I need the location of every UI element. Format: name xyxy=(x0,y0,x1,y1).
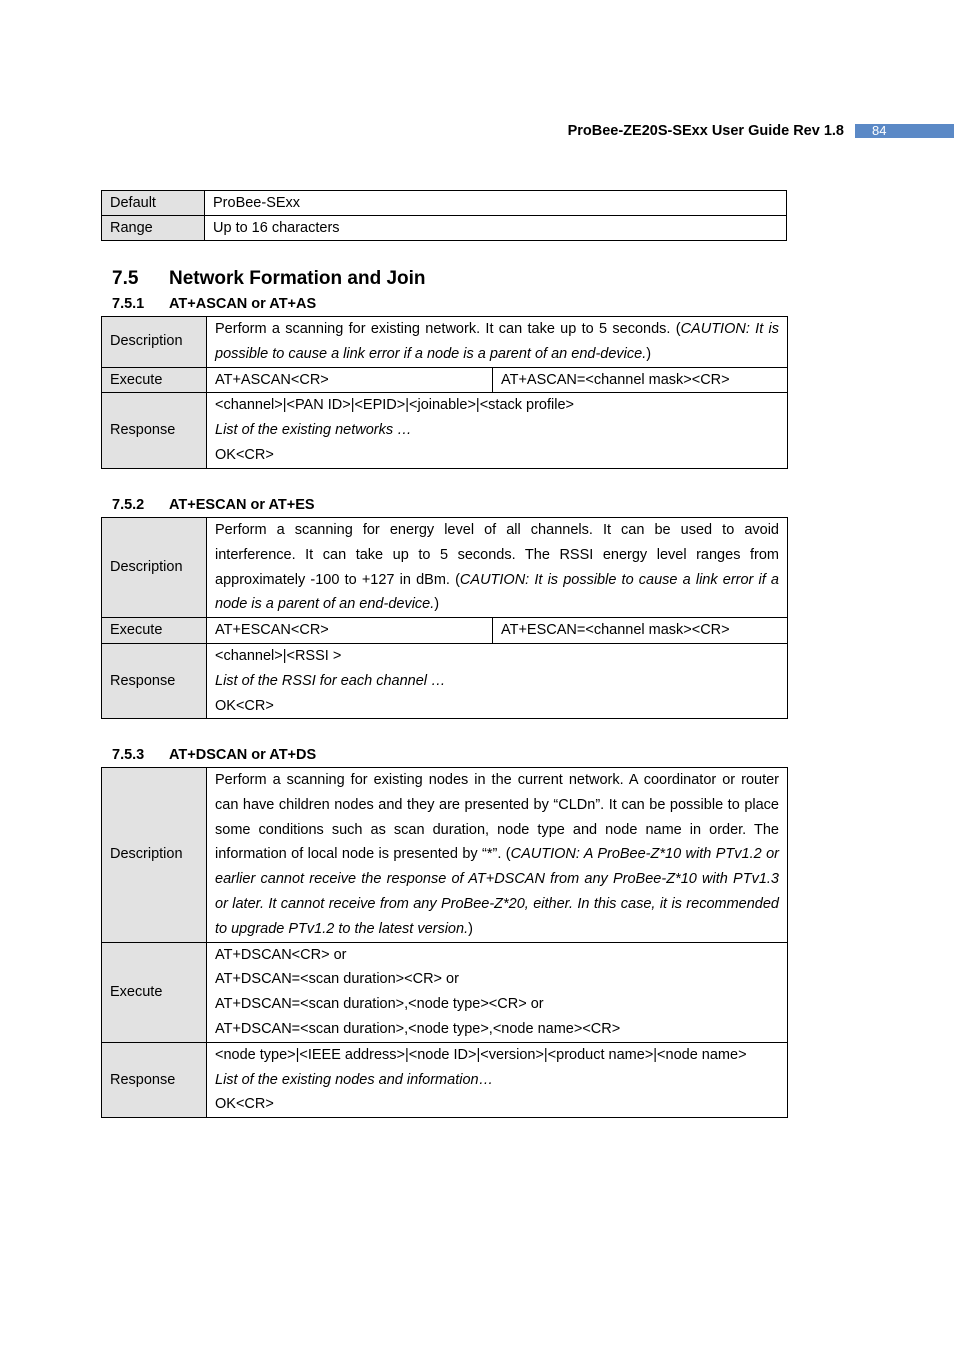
escan-response-line-3: OK<CR> xyxy=(215,697,274,714)
table-row xyxy=(102,518,788,618)
ascan-description-text: Perform a scanning for existing network. It can take up to 5 seconds. ( xyxy=(215,321,681,337)
escan-response-line-2: List of the RSSI for each channel … xyxy=(215,672,446,689)
dscan-response-label: Response xyxy=(102,1042,207,1117)
dscan-heading xyxy=(112,746,316,764)
table-row xyxy=(102,618,788,644)
table-row xyxy=(102,942,788,1042)
dscan-execute-line-3: AT+DSCAN=<scan duration>,<node type><CR> or xyxy=(215,996,544,1013)
escan-execute-label: Execute xyxy=(102,618,207,644)
table-row xyxy=(102,643,788,718)
ascan-response-line-1: <channel>|<PAN ID>|<EPID>|<joinable>|<stack profile> xyxy=(215,397,574,414)
ascan-heading xyxy=(112,295,316,313)
dscan-response xyxy=(207,1042,788,1117)
escan-execute-1: AT+ESCAN<CR> xyxy=(207,618,493,644)
table-row xyxy=(102,768,788,943)
escan-response xyxy=(207,643,788,718)
escan-description-close: ) xyxy=(434,596,440,613)
table-row xyxy=(102,367,788,393)
dscan-description-label: Description xyxy=(102,768,207,943)
dscan-description-text: Perform a scanning for existing nodes in the current network. A coordinator or router can have children nodes and they are presented by “CLDn”. It can be possible to place some conditions such as scan duration, node type and node name in order. The information of local node is presented by “*”. ( xyxy=(215,772,779,863)
ascan-caution-text: CAUTION: It is possible to cause a link error if a node is a parent of an end-device. xyxy=(215,321,780,362)
escan-heading xyxy=(112,496,315,514)
escan-caution-text: CAUTION: It is possible to cause a link error if a node is a parent of an end-device. xyxy=(215,571,779,613)
dscan-execute xyxy=(207,942,788,1042)
dscan-title: AT+DSCAN or AT+DS xyxy=(169,747,317,763)
dscan-caution-text: CAUTION: A ProBee-Z*10 with PTv1.2 or earlier cannot receive the response of AT+DSCAN from any ProBee-Z*10 with PTv1.3 or later. It cannot receive from any ProBee-Z*20, either. In this case, it is recommended to upgrade PTv1.2 to the latest version. xyxy=(215,846,779,937)
escan-description xyxy=(207,518,788,618)
ascan-table xyxy=(101,316,788,469)
page-number-badge: 84 xyxy=(855,124,954,138)
ascan-execute-2: AT+ASCAN=<channel mask><CR> xyxy=(493,367,788,393)
section-number: 7.5 xyxy=(112,268,139,289)
section-heading xyxy=(112,268,426,290)
dscan-execute-line-4: AT+DSCAN=<scan duration>,<node type>,<node name><CR> xyxy=(215,1020,621,1037)
default-value: ProBee-SExx xyxy=(205,191,787,216)
escan-execute-2: AT+ESCAN=<channel mask><CR> xyxy=(493,618,788,644)
ascan-description-close: ) xyxy=(646,345,652,362)
escan-number: 7.5.2 xyxy=(112,497,145,513)
dscan-execute-label: Execute xyxy=(102,942,207,1042)
ascan-execute-1: AT+ASCAN<CR> xyxy=(207,367,493,393)
ascan-title: AT+ASCAN or AT+AS xyxy=(169,296,317,312)
escan-title: AT+ESCAN or AT+ES xyxy=(169,497,315,513)
range-value: Up to 16 characters xyxy=(205,216,787,241)
section-title: Network Formation and Join xyxy=(169,268,426,289)
ascan-response-line-3: OK<CR> xyxy=(215,446,274,463)
dscan-description xyxy=(207,768,788,943)
table-row xyxy=(102,1042,788,1117)
escan-table xyxy=(101,517,788,719)
escan-response-label: Response xyxy=(102,643,207,718)
ascan-execute-label: Execute xyxy=(102,367,207,393)
ascan-description-label: Description xyxy=(102,317,207,368)
ascan-number: 7.5.1 xyxy=(112,296,145,312)
range-label: Range xyxy=(102,216,205,241)
dscan-description-close: ) xyxy=(468,920,473,937)
ascan-response-line-2: List of the existing networks … xyxy=(215,422,412,439)
dscan-table xyxy=(101,767,788,1118)
default-label: Default xyxy=(102,191,205,216)
table-row xyxy=(102,216,787,241)
dscan-response-line-2: List of the existing nodes and information… xyxy=(215,1071,494,1088)
default-range-table xyxy=(101,190,787,241)
table-row xyxy=(102,191,787,216)
document-header-title: ProBee-ZE20S-SExx User Guide Rev 1.8 xyxy=(567,123,844,139)
table-row xyxy=(102,393,788,468)
dscan-number: 7.5.3 xyxy=(112,747,145,763)
dscan-response-line-3: OK<CR> xyxy=(215,1096,274,1113)
dscan-execute-line-1: AT+DSCAN<CR> or xyxy=(215,946,347,963)
ascan-response xyxy=(207,393,788,468)
ascan-description xyxy=(207,317,788,368)
dscan-response-line-1: <node type>|<IEEE address>|<node ID>|<version>|<product name>|<node name> xyxy=(215,1046,747,1063)
table-row xyxy=(102,317,788,368)
escan-description-label: Description xyxy=(102,518,207,618)
escan-description-text: Perform a scanning for energy level of all channels. It can be used to avoid interference. It can take up to 5 seconds. The RSSI energy level ranges from approximately -100 to +127 in dBm. ( xyxy=(215,522,779,588)
ascan-response-label: Response xyxy=(102,393,207,468)
escan-response-line-1: <channel>|<RSSI > xyxy=(215,647,342,664)
dscan-execute-line-2: AT+DSCAN=<scan duration><CR> or xyxy=(215,971,459,988)
